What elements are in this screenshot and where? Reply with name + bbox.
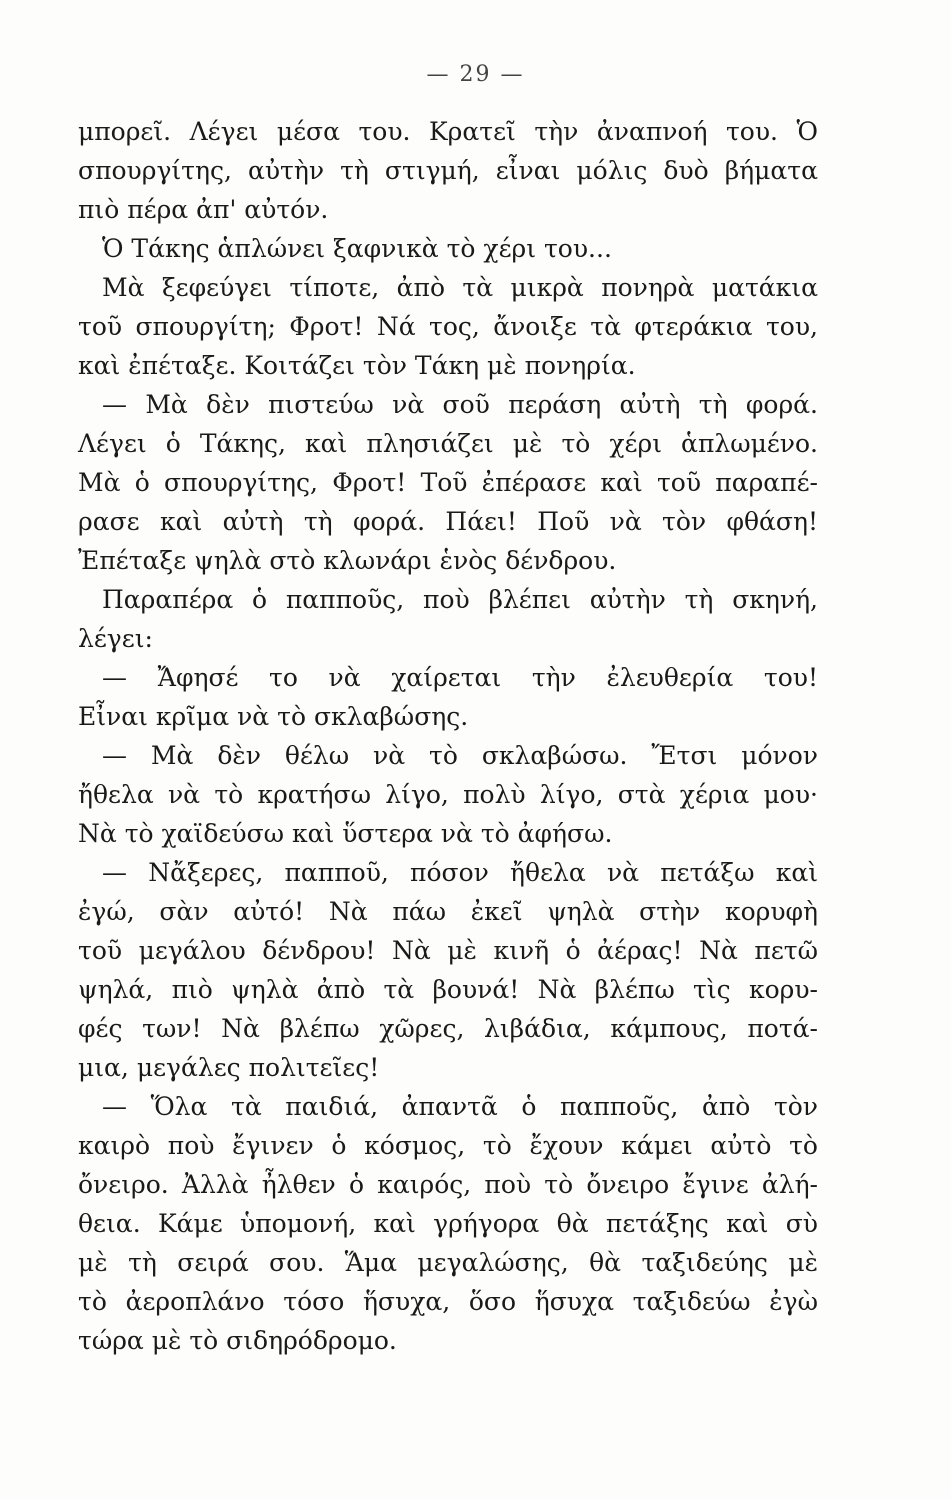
text-line: σπουργίτης, αὐτὴν τὴ στιγμή, εἶναι μόλις δυὸ βήματα <box>78 156 818 185</box>
text-line: μπορεῖ. Λέγει μέσα του. Κρατεῖ τὴν ἀναπνοή του. Ὁ <box>78 117 818 146</box>
text-line: τοῦ μεγάλου δένδρου! Νὰ μὲ κινῆ ὁ ἀέρας! Νὰ πετῶ <box>78 936 818 965</box>
body-text <box>78 112 818 1360</box>
text-line: Νὰ τὸ χαϊδεύσω καὶ ὕστερα νὰ τὸ ἀφήσω. <box>78 819 613 848</box>
text-line: — Μὰ δὲν θέλω νὰ τὸ σκλαβώσω. Ἔτσι μόνον <box>102 741 818 770</box>
text-line: ρασε καὶ αὐτὴ τὴ φορά. Πάει! Ποῦ νὰ τὸν φθάση! <box>78 507 818 536</box>
text-line: ἤθελα νὰ τὸ κρατήσω λίγο, πολὺ λίγο, στὰ χέρια μου· <box>78 780 818 809</box>
text-line: ἐγώ, σὰν αὐτό! Νὰ πάω ἐκεῖ ψηλὰ στὴν κορυφὴ <box>78 897 818 926</box>
text-line: θεια. Κάμε ὑπομονή, καὶ γρήγορα θὰ πετάξης καὶ σὺ <box>78 1209 818 1238</box>
text-line: καὶ ἐπέταξε. Κοιτάζει τὸν Τάκη μὲ πονηρία. <box>78 351 636 380</box>
text-line: Ἐπέταξε ψηλὰ στὸ κλωνάρι ἑνὸς δένδρου. <box>78 546 617 575</box>
text-line: λέγει: <box>78 624 153 653</box>
text-line: καιρὸ ποὺ ἔγινεν ὁ κόσμος, τὸ ἔχουν κάμει αὐτὸ τὸ <box>78 1131 818 1160</box>
text-line: — Ὅλα τὰ παιδιά, ἀπαντᾶ ὁ παπποῦς, ἀπὸ τὸν <box>102 1092 818 1121</box>
page-number: — 29 — <box>426 62 525 87</box>
text-line: — Νἄξερες, παπποῦ, πόσον ἤθελα νὰ πετάξω καὶ <box>102 858 818 887</box>
text-line: τὸ ἀεροπλάνο τόσο ἥσυχα, ὅσο ἥσυχα ταξιδεύω ἐγὼ <box>78 1287 818 1316</box>
text-line: Μὰ ὁ σπουργίτης, Φροτ! Τοῦ ἐπέρασε καὶ τοῦ παραπέ- <box>78 468 818 497</box>
text-line: τώρα μὲ τὸ σιδηρόδρομο. <box>78 1326 397 1355</box>
text-line: Ὁ Τάκης ἁπλώνει ξαφνικὰ τὸ χέρι του... <box>102 234 612 263</box>
text-line: τοῦ σπουργίτη; Φροτ! Νά τος, ἄνοιξε τὰ φτεράκια του, <box>78 312 818 341</box>
text-line: — Ἄφησέ το νὰ χαίρεται τὴν ἐλευθερία του! <box>102 663 818 692</box>
text-line: Εἶναι κρῖμα νὰ τὸ σκλαβώσης. <box>78 702 469 731</box>
text-line: μὲ τὴ σειρά σου. Ἅμα μεγαλώσης, θὰ ταξιδεύης μὲ <box>78 1248 818 1277</box>
text-line: Παραπέρα ὁ παπποῦς, ποὺ βλέπει αὐτὴν τὴ σκηνή, <box>102 585 818 614</box>
text-line: πιὸ πέρα ἀπ' αὐτόν. <box>78 195 329 224</box>
text-line: Λέγει ὁ Τάκης, καὶ πλησιάζει μὲ τὸ χέρι ἁπλωμένο. <box>78 429 818 458</box>
text-line: μια, μεγάλες πολιτεῖες! <box>78 1053 380 1082</box>
text-line: ψηλά, πιὸ ψηλὰ ἀπὸ τὰ βουνά! Νὰ βλέπω τὶς κορυ- <box>78 975 818 1004</box>
text-line: φές των! Νὰ βλέπω χῶρες, λιβάδια, κάμπους, ποτά- <box>78 1014 818 1043</box>
text-line: — Μὰ δὲν πιστεύω νὰ σοῦ περάση αὐτὴ τὴ φορά. <box>102 390 818 419</box>
text-line: ὄνειρο. Ἀλλὰ ἦλθεν ὁ καιρός, ποὺ τὸ ὄνειρο ἔγινε ἀλή- <box>78 1170 818 1199</box>
text-line: Μὰ ξεφεύγει τίποτε, ἀπὸ τὰ μικρὰ πονηρὰ ματάκια <box>102 273 818 302</box>
